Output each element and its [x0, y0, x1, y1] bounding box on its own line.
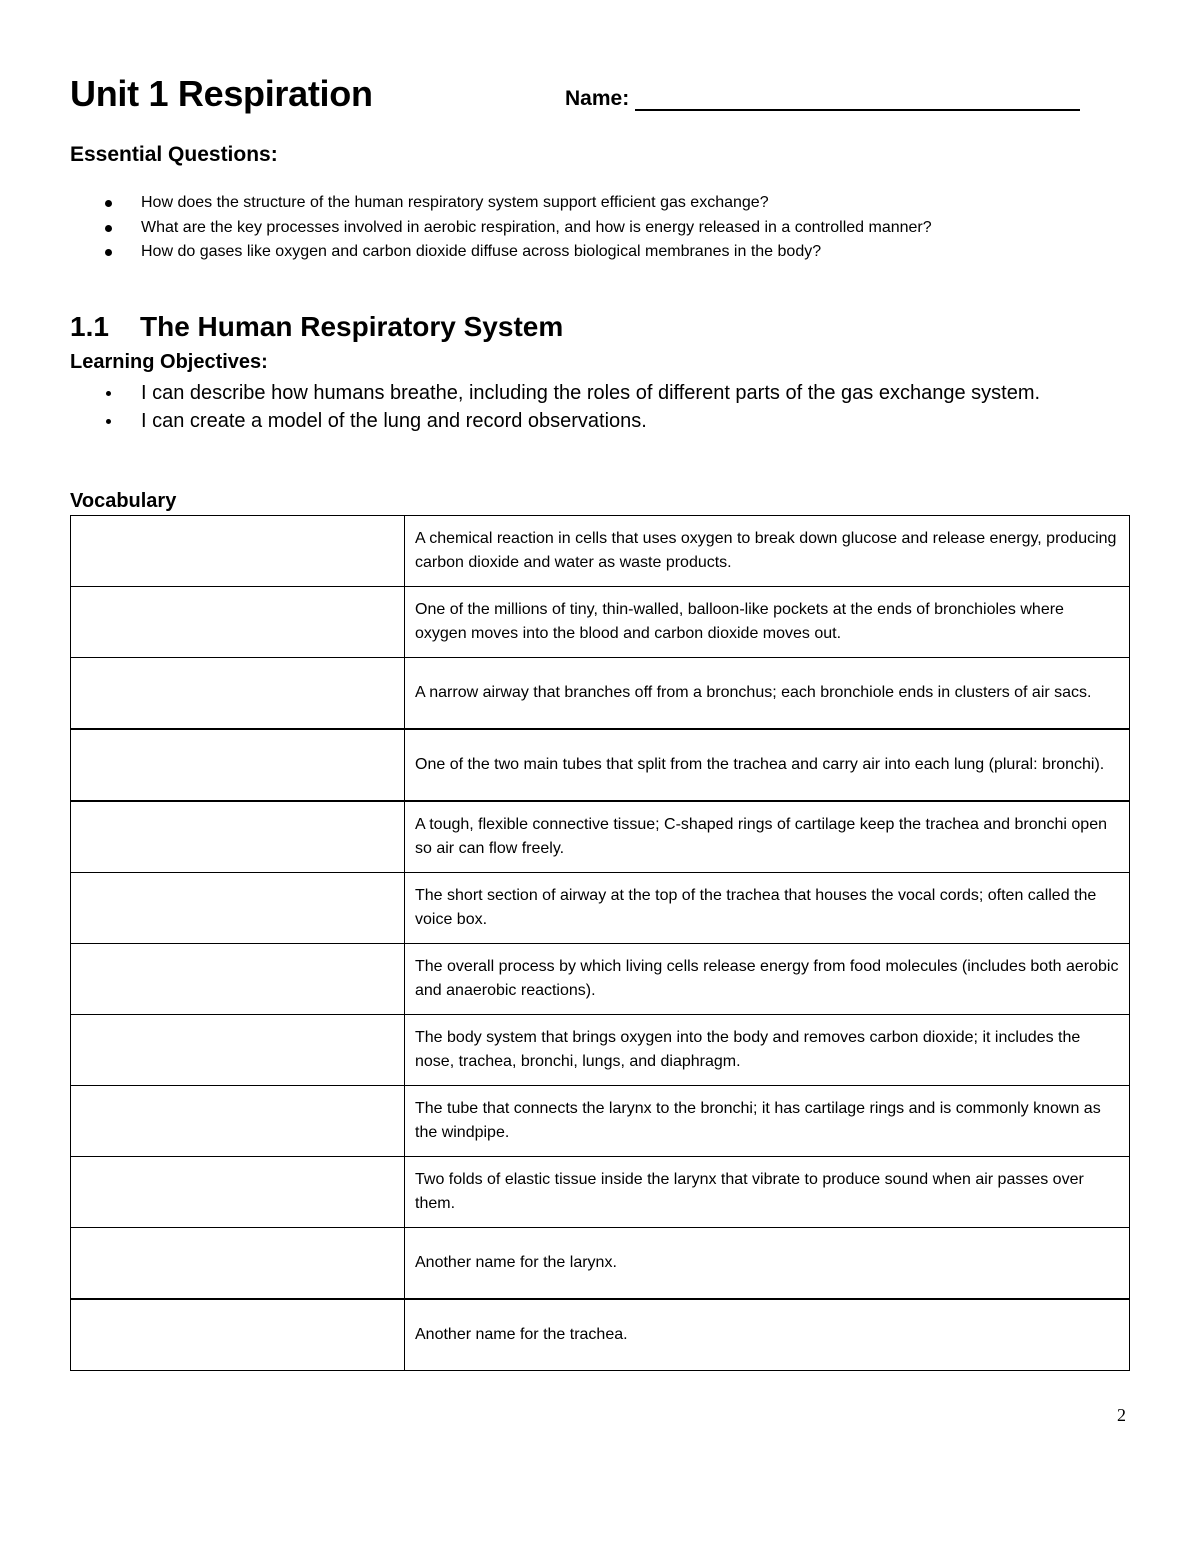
vocab-row: [71, 1086, 1130, 1157]
vocab-definition: The overall process by which living cells release energy from food molecules (includes both aerobic and anaerobic reactions).: [405, 944, 1130, 1015]
page-number: 2: [1117, 1405, 1126, 1425]
vocab-definition: A narrow airway that branches off from a bronchus; each bronchiole ends in clusters of air sacs.: [405, 658, 1130, 730]
vocab-term-blank[interactable]: [71, 587, 405, 658]
vocab-row: [71, 516, 1130, 587]
essential-question-item: What are the key processes involved in aerobic respiration, and how is energy released in a controlled manner?: [100, 216, 932, 241]
learning-objectives-heading: Learning Objectives:: [70, 351, 268, 373]
section-heading: [70, 311, 563, 343]
vocab-row: [71, 1228, 1130, 1300]
essential-question-item: How does the structure of the human respiratory system support efficient gas exchange?: [100, 191, 932, 216]
essential-question-item: How do gases like oxygen and carbon dioxide diffuse across biological membranes in the body?: [100, 240, 932, 265]
page-title: Unit 1 Respiration: [70, 73, 373, 114]
vocab-term-blank[interactable]: [71, 944, 405, 1015]
vocab-row: [71, 729, 1130, 801]
vocab-term-blank[interactable]: [71, 516, 405, 587]
vocab-row: [71, 658, 1130, 730]
vocab-term-blank[interactable]: [71, 1015, 405, 1086]
vocab-definition: The body system that brings oxygen into the body and removes carbon dioxide; it includes the nose, trachea, bronchi, lungs, and diaphragm.: [405, 1015, 1130, 1086]
name-field-group: [565, 87, 1080, 111]
vocab-definition: One of the millions of tiny, thin-walled, balloon-like pockets at the ends of bronchioles where oxygen moves into the blood and carbon dioxide moves out.: [405, 587, 1130, 658]
vocab-definition: Another name for the larynx.: [405, 1228, 1130, 1300]
vocab-term-blank[interactable]: [71, 1157, 405, 1228]
vocab-term-blank[interactable]: [71, 1299, 405, 1371]
vocab-term-blank[interactable]: [71, 1086, 405, 1157]
vocab-definition: A chemical reaction in cells that uses oxygen to break down glucose and release energy, producing carbon dioxide and water as waste products.: [405, 516, 1130, 587]
vocab-row: [71, 801, 1130, 873]
section-title: The Human Respiratory System: [140, 311, 564, 342]
vocab-row: [71, 587, 1130, 658]
vocab-definition: The tube that connects the larynx to the bronchi; it has cartilage rings and is commonly known as the windpipe.: [405, 1086, 1130, 1157]
vocab-definition: The short section of airway at the top of the trachea that houses the vocal cords; often called the voice box.: [405, 873, 1130, 944]
learning-objective-item: I can create a model of the lung and record observations.: [100, 407, 1090, 435]
vocab-definition: One of the two main tubes that split from the trachea and carry air into each lung (plural: bronchi).: [405, 729, 1130, 801]
vocabulary-heading: Vocabulary: [70, 490, 177, 512]
section-number: 1.1: [70, 311, 109, 342]
essential-questions-heading: Essential Questions:: [70, 143, 278, 166]
learning-objectives-list: [100, 379, 1090, 435]
vocab-row: [71, 1015, 1130, 1086]
vocab-term-blank[interactable]: [71, 658, 405, 730]
learning-objective-item: I can describe how humans breathe, including the roles of different parts of the gas exchange system.: [100, 379, 1090, 407]
vocabulary-table: [70, 515, 1130, 1371]
vocab-row: [71, 1299, 1130, 1371]
vocab-definition: Two folds of elastic tissue inside the larynx that vibrate to produce sound when air passes over them.: [405, 1157, 1130, 1228]
name-label: Name:: [565, 87, 630, 110]
vocab-row: [71, 873, 1130, 944]
vocab-term-blank[interactable]: [71, 1228, 405, 1300]
vocab-term-blank[interactable]: [71, 729, 405, 801]
vocab-term-blank[interactable]: [71, 801, 405, 873]
vocab-definition: A tough, flexible connective tissue; C-shaped rings of cartilage keep the trachea and bronchi open so air can flow freely.: [405, 801, 1130, 873]
vocab-row: [71, 1157, 1130, 1228]
name-blank-line[interactable]: [635, 87, 1080, 111]
essential-questions-list: [100, 191, 932, 265]
vocab-row: [71, 944, 1130, 1015]
vocab-definition: Another name for the trachea.: [405, 1299, 1130, 1371]
vocab-term-blank[interactable]: [71, 873, 405, 944]
